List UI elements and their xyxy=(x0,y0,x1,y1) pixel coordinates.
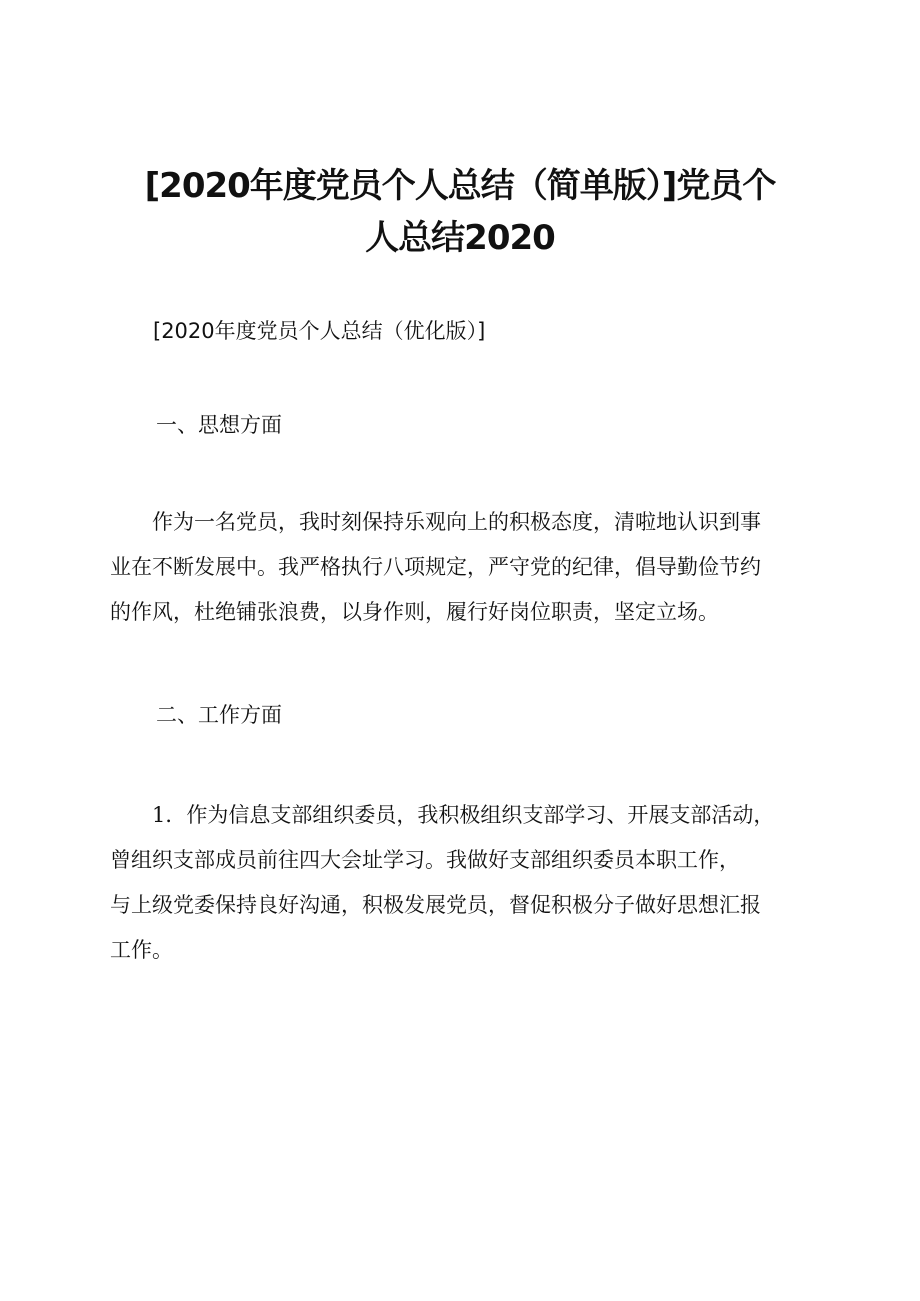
paragraph-line: 业在不断发展中。我严格执行八项规定，严守党的纪律，倡导勤俭节约 xyxy=(110,555,761,579)
section-heading-thought: 一、思想方面 xyxy=(156,413,282,437)
paragraph-line: 曾组织支部成员前往四大会址学习。我做好支部组织委员本职工作， xyxy=(110,848,740,872)
section-heading-work: 二、工作方面 xyxy=(156,703,282,727)
document-subtitle: [2020年度党员个人总结（优化版）] xyxy=(153,319,486,343)
section-paragraph-work xyxy=(110,793,815,973)
section-paragraph-thought xyxy=(110,500,815,635)
title-line-1: [2020年度党员个人总结（简单版）]党员个 xyxy=(144,166,776,206)
paragraph-line: 作为一名党员，我时刻保持乐观向上的积极态度，清啦地认识到事 xyxy=(110,510,761,534)
document-title xyxy=(110,160,810,264)
paragraph-line: 1．作为信息支部组织委员，我积极组织支部学习、开展支部活动， xyxy=(110,803,775,827)
title-line-2: 人总结2020 xyxy=(365,218,555,258)
paragraph-line: 与上级党委保持良好沟通，积极发展党员，督促积极分子做好思想汇报 xyxy=(110,893,761,917)
paragraph-line: 的作风，杜绝铺张浪费，以身作则，履行好岗位职责，坚定立场。 xyxy=(110,600,719,624)
paragraph-line: 工作。 xyxy=(110,938,173,962)
